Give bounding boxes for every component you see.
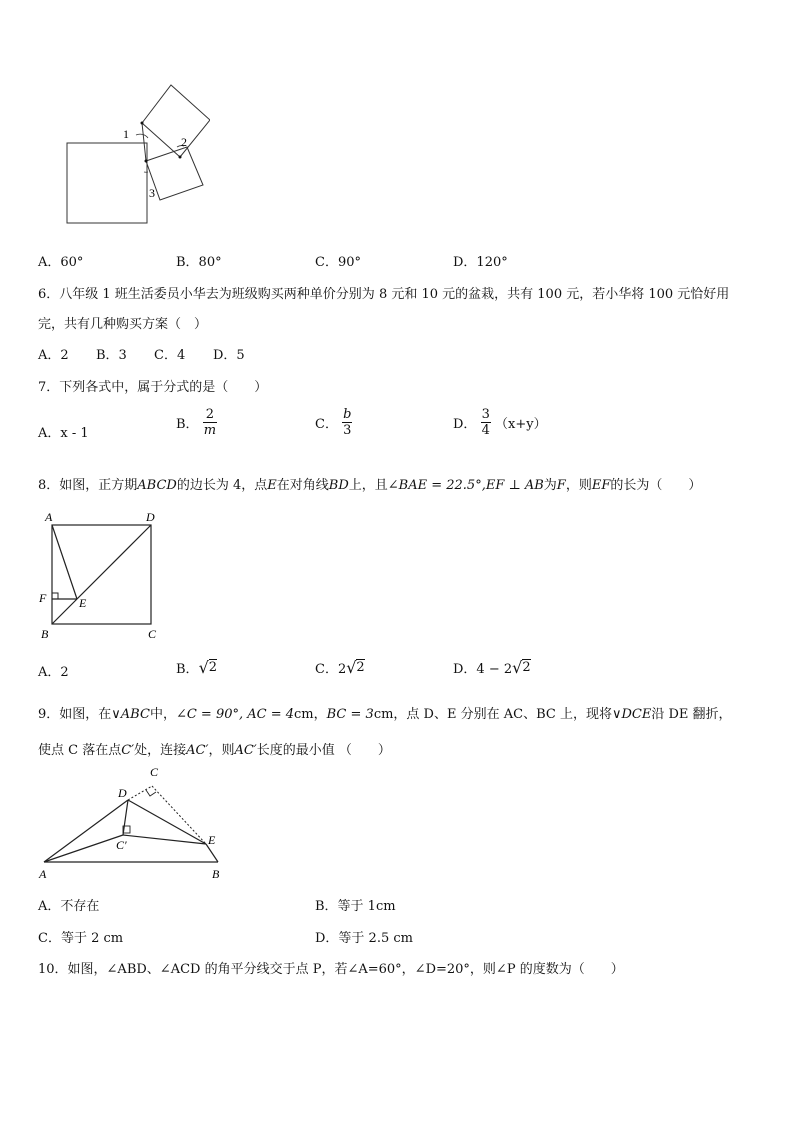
q6-stem-line2: 完，共有几种购买方案（ ）	[38, 317, 208, 332]
q9-label-c: C	[150, 765, 159, 779]
q8-label-c: C	[148, 627, 157, 641]
q8-figure	[36, 508, 166, 643]
q9-label-e: E	[208, 833, 216, 847]
q8-e: E	[267, 478, 277, 493]
large-square	[67, 143, 147, 223]
q5-option-a[interactable]: A．60°	[38, 255, 84, 270]
right-angle-mark-c	[146, 790, 156, 796]
sqrt-symbol: √2	[346, 658, 365, 677]
q9-option-c[interactable]: C．等于 2 cm	[38, 931, 124, 946]
q9-label-a: A	[39, 867, 47, 881]
q8-c-radicand: 2	[356, 660, 365, 675]
q9-l1-a: 9．如图，在	[38, 707, 112, 722]
q6-option-c[interactable]: C．4	[154, 348, 186, 363]
q8-c-label: C．2	[315, 662, 347, 677]
q7-option-c[interactable]	[315, 407, 352, 438]
q7-d-denominator: 4	[481, 423, 490, 438]
q6-option-a[interactable]: A．2	[38, 348, 69, 363]
q9-bc: BC = 3	[326, 707, 374, 722]
q8-label-a: A	[45, 510, 53, 524]
q8-option-a[interactable]: A．2	[38, 665, 69, 680]
dotted-ce	[152, 786, 206, 844]
q7-c-numerator: b	[343, 407, 352, 422]
q7-d-tail: （x+y）	[495, 417, 547, 432]
q9-label-c-prime: C′	[116, 838, 127, 852]
q7-option-b[interactable]	[176, 407, 217, 438]
q7-c-label: C．	[315, 417, 338, 432]
q5-figure	[60, 80, 210, 230]
q7-b-label: B．	[176, 417, 199, 432]
q7-b-denominator: m	[203, 423, 217, 438]
fig5-label-3: 3	[149, 186, 155, 200]
q9-option-d[interactable]: D．等于 2.5 cm	[315, 931, 413, 946]
q7-b-numerator: 2	[203, 407, 217, 423]
q7-option-a[interactable]: A．x - 1	[38, 426, 89, 441]
q9-label-d: D	[118, 786, 127, 800]
q9-l1-e: 沿 DE 翻折，	[651, 707, 732, 722]
q8-stem	[38, 474, 701, 493]
q8-ef: EF	[591, 478, 611, 493]
q9-l1-c: cm，	[294, 707, 327, 722]
q8-stem-f: ，则	[565, 478, 592, 493]
q5-option-b[interactable]: B．80°	[176, 255, 222, 270]
sqrt-symbol: √2	[198, 658, 218, 677]
q7-option-d[interactable]	[453, 407, 547, 438]
segment-ac-prime	[44, 835, 123, 862]
q9-l2-b: 处，连接	[134, 743, 187, 758]
q9-stem-line1	[38, 703, 732, 722]
q9-option-a[interactable]: A．不存在	[38, 899, 100, 914]
q9-l2-d: 长度的最小值 （ ）	[256, 743, 391, 758]
q6-option-b[interactable]: B．3	[96, 348, 127, 363]
q8-option-b[interactable]	[176, 658, 217, 677]
q9-dce: ∨DCE	[611, 707, 652, 722]
q5-option-c[interactable]: C．90°	[315, 255, 361, 270]
q7-d-label: D．	[453, 417, 477, 432]
q9-l2-c: ，则	[208, 743, 235, 758]
fig5-label-1: 1	[123, 127, 129, 141]
q8-stem-c: 在对角线	[276, 478, 329, 493]
diagonal-bd	[52, 525, 151, 624]
q10-stem: 10．如图，∠ABD、∠ACD 的角平分线交于点 P，若∠A=60°，∠D=20°，则∠P 的度数为（ ）	[38, 962, 624, 977]
vertex-dot	[145, 160, 148, 163]
segment-ad	[44, 800, 128, 862]
fig5-label-2: 2	[181, 135, 187, 149]
q7-d-numerator: 3	[481, 407, 490, 422]
q7-c-denominator: 3	[343, 423, 352, 438]
q9-option-b[interactable]: B．等于 1cm	[315, 899, 396, 914]
q8-d-radicand: 2	[522, 660, 531, 675]
connect-line	[142, 123, 146, 161]
q8-label-d: D	[146, 510, 155, 524]
q7-stem: 7．下列各式中，属于分式的是（ ）	[38, 380, 268, 395]
q9-stem-line2	[38, 739, 391, 758]
q9-acprime: AC′	[186, 743, 209, 758]
vertex-dot	[179, 156, 182, 159]
q8-option-c[interactable]	[315, 658, 365, 677]
sqrt-symbol: √2	[512, 658, 531, 677]
q8-bd: BD	[328, 478, 349, 493]
q8-d-label: D．4 − 2	[453, 662, 513, 677]
q8-option-d[interactable]	[453, 658, 531, 677]
q8-stem-b: 的边长为 4，点	[176, 478, 268, 493]
q9-l2-a: 使点 C 落在点	[38, 743, 122, 758]
q9-triangle: ∨ABC	[111, 707, 150, 722]
q9-cprime: C′	[121, 743, 135, 758]
q9-condition: ∠C = 90°, AC = 4	[175, 707, 295, 722]
q8-label-e: E	[79, 596, 87, 610]
q9-l1-b: 中，	[149, 707, 176, 722]
q9-figure	[34, 762, 234, 884]
q8-b-label: B．	[176, 662, 199, 677]
q9-l1-d: cm，点 D、E 分别在 AC、BC 上，现将	[373, 707, 612, 722]
right-angle-mark	[52, 593, 58, 599]
q8-label-b: B	[41, 627, 49, 641]
q8-stem-g: 的长为（ ）	[610, 478, 702, 493]
q5-option-d[interactable]: D．120°	[453, 255, 508, 270]
q9-acprime-2: AC′	[234, 743, 257, 758]
q8-stem-e: 为	[543, 478, 557, 493]
upper-square	[142, 85, 210, 157]
q8-stem-a: 8．如图，正方期	[38, 478, 138, 493]
angle-arc-1	[136, 134, 148, 138]
q6-stem-line1: 6．八年级 1 班生活委员小华去为班级购买两种单价分别为 8 元和 10 元的盆栽，共有 100 元，若小华将 100 元恰好用	[38, 287, 730, 302]
q6-option-d[interactable]: D．5	[213, 348, 245, 363]
q8-f: F	[556, 478, 566, 493]
q8-condition: ∠BAE = 22.5°,EF ⊥ AB	[387, 478, 544, 493]
q9-label-b: B	[212, 867, 220, 881]
q8-label-f: F	[39, 591, 47, 605]
segment-ae	[52, 525, 77, 599]
q8-b-radicand: 2	[208, 660, 218, 675]
q8-abcd: ABCD	[137, 478, 177, 493]
vertex-dot	[141, 122, 144, 125]
q8-stem-d: 上，且	[348, 478, 388, 493]
segment-dc-prime	[123, 800, 128, 835]
